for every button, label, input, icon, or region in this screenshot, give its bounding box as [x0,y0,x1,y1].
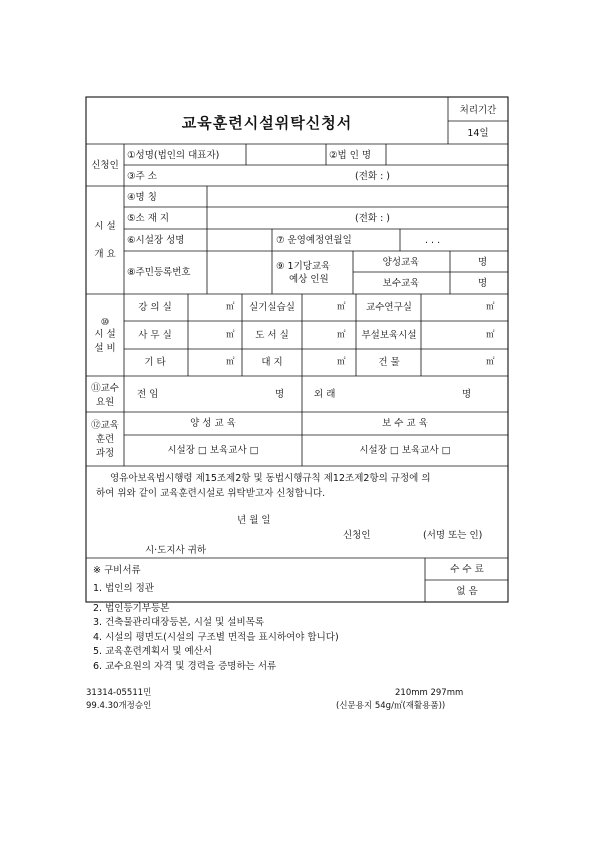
applicant-sign-label: 신청인 [343,530,371,541]
facility-section-label-1: 시 설 [94,221,116,232]
equipment-room: 건 물 [378,357,400,368]
document-item: 1. 법인의 정관 [93,583,154,594]
equipment-room: 강 의 실 [138,302,172,313]
signature-placeholder: (서명 또는 인) [423,530,483,541]
processing-period-value: 14일 [467,128,489,139]
equipment-section-label-2: 설 비 [94,343,116,354]
course-column-refresher: 보 수 교 육 [382,418,428,429]
document-item: 2. 법인등기부등본 [93,603,170,614]
document-item: 3. 건축물관리대장등본, 시설 및 설비목록 [93,617,264,628]
equipment-room: 도 서 실 [255,330,289,341]
document-item: 5. 교육훈련계획서 및 예산서 [93,646,213,657]
open-date-label: ⑦ 운영예정연월일 [276,235,352,246]
statement-line-2: 하여 위와 같이 교육훈련시설로 위탁받고자 신청합니다. [96,488,326,499]
applicant-name-label: ①성명(법인의 대표자) [127,150,220,161]
processing-period-label: 처리기간 [459,105,497,116]
approval-date: 99.4.30개정승인 [86,701,152,711]
document-item: 6. 교수요원의 자격 및 경력을 증명하는 서류 [93,661,277,672]
training-type-2: 보수교육 [382,278,420,289]
area-unit: ㎡ [226,330,235,340]
area-unit: ㎡ [337,357,346,367]
open-date-value: . . . [425,235,441,246]
applicant-section-label: 신청인 [91,160,119,171]
course-section-label-1: ⑫교육 [91,420,119,431]
staff-section-label-2: 요원 [95,397,115,408]
facility-phone: (전화 : ) [355,213,391,224]
facility-head-label: ⑥시설장 성명 [127,235,185,246]
equipment-section-label-1: 시 설 [94,329,116,340]
fulltime-staff-unit: 명 [275,389,285,400]
applicant-phone: (전화 : ) [355,171,391,182]
equipment-section-num: ⑩ [100,317,110,328]
course-options-training: 시설장 □ 보육교사 □ [167,445,259,456]
form-code: 31314-05511민 [86,688,152,698]
capacity-label-1: ⑨ 1기당교육 [276,261,331,272]
equipment-room: 기 타 [144,357,166,368]
statement-line-1: 영유아보육법시행령 제15조제2항 및 동법시행규칙 제12조제2항의 규정에 의 [110,473,431,484]
staff-section-label-1: ⑪교수 [91,383,119,394]
equipment-room: 대 지 [261,357,283,368]
equipment-room: 실기실습실 [249,302,295,313]
equipment-room: 교수연구실 [366,302,412,313]
paper-size: 210mm 297mm [395,688,464,698]
applicant-address-label: ③주 소 [127,171,157,182]
addressee: 시·도지사 귀하 [145,545,207,556]
area-unit: ㎡ [337,302,346,312]
fee-value: 없 음 [456,586,478,597]
fee-label: 수 수 료 [450,564,484,575]
area-unit: ㎡ [486,302,495,312]
paper-type: (신문용지 54g/㎡(재활용품)) [336,701,446,711]
fulltime-staff-label: 전 임 [137,389,159,400]
course-column-training: 양 성 교 육 [190,418,236,429]
external-staff-unit: 명 [462,389,472,400]
course-section-label-3: 과정 [95,448,115,459]
equipment-room: 부설보육시설 [361,330,417,341]
registration-number-label: ⑧주민등록번호 [127,267,191,278]
facility-name-label: ④명 칭 [127,192,157,203]
training-type-1: 양성교육 [382,257,420,268]
area-unit: ㎡ [226,302,235,312]
facility-section-label-2: 개 요 [94,249,116,260]
statement-date: 년 월 일 [237,515,271,526]
area-unit: ㎡ [486,357,495,367]
form-title: 교육훈련시설위탁신청서 [181,114,353,132]
capacity-unit-2: 명 [478,278,488,289]
documents-header: ※ 구비서류 [93,565,141,576]
external-staff-label: 외 래 [314,389,336,400]
corporation-name-label: ②법 인 명 [329,150,372,161]
facility-location-label: ⑤소 재 지 [127,213,170,224]
area-unit: ㎡ [486,330,495,340]
area-unit: ㎡ [226,357,235,367]
document-item: 4. 시설의 평면도(시설의 구조별 면적을 표시하여야 합니다) [93,632,339,643]
area-unit: ㎡ [337,330,346,340]
course-options-refresher: 시설장 □ 보육교사 □ [359,445,451,456]
course-section-label-2: 훈련 [95,434,115,445]
equipment-room: 사 무 실 [138,330,172,341]
capacity-label-2: 예상 인원 [289,274,329,285]
capacity-unit-1: 명 [478,257,488,268]
